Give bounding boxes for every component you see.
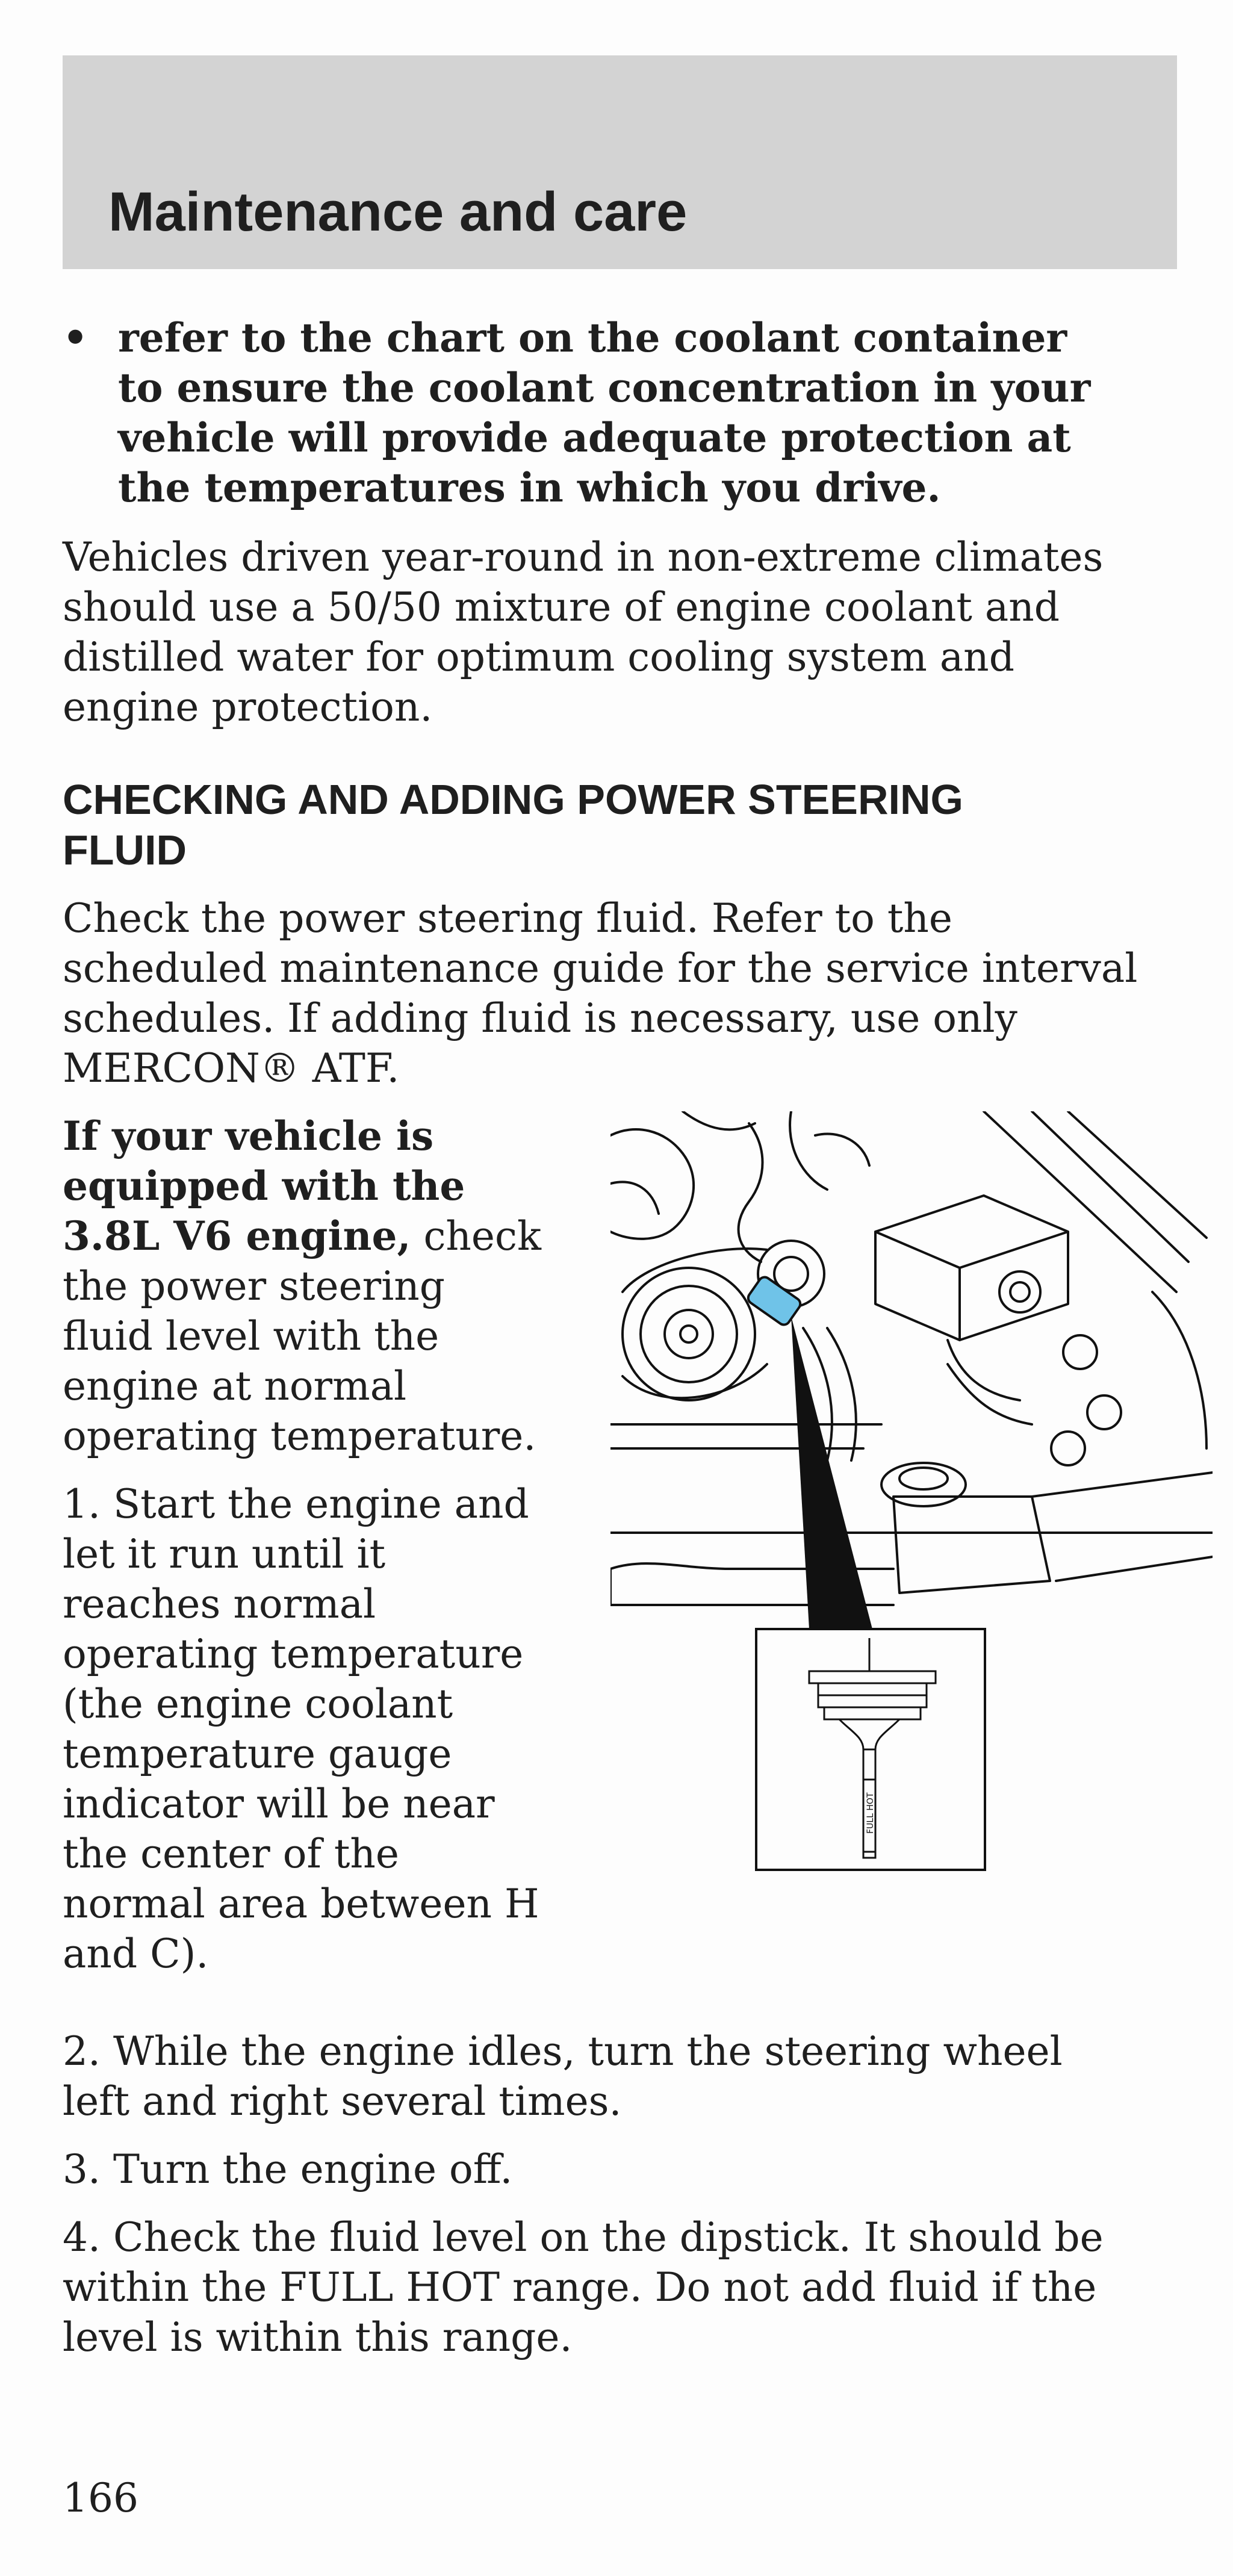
text-line: the power steering xyxy=(63,1263,446,1309)
text-line: reaches normal xyxy=(63,1581,376,1627)
text-line: distilled water for optimum cooling system and xyxy=(63,634,1014,680)
text-line: engine at normal xyxy=(63,1363,407,1409)
text-line: temperature gauge xyxy=(63,1731,452,1777)
text-line: 1. Start the engine and xyxy=(63,1481,529,1527)
text-line: and C). xyxy=(63,1931,209,1977)
text-line: (the engine coolant xyxy=(63,1681,453,1727)
callout-pointer xyxy=(791,1316,872,1629)
text-line: indicator will be near xyxy=(63,1781,495,1827)
page-content xyxy=(63,313,1177,2362)
text-line: 3. Turn the engine off. xyxy=(63,2146,513,2193)
two-column-section xyxy=(63,1111,1177,2026)
text-line: should use a 50/50 mixture of engine coolant and xyxy=(63,584,1060,630)
text-line: the center of the xyxy=(63,1831,399,1877)
text-line: Vehicles driven year-round in non-extreme climates xyxy=(63,534,1104,580)
text-line: operating temperature xyxy=(63,1631,524,1677)
text-line: MERCON® ATF. xyxy=(63,1045,400,1091)
text-line: scheduled maintenance guide for the service interval xyxy=(63,945,1138,992)
dipstick-label: FULL HOT xyxy=(866,1792,875,1834)
step-3 xyxy=(63,2144,1177,2194)
step-1 xyxy=(63,1479,592,1979)
text-line: within the FULL HOT range. Do not add fluid if the xyxy=(63,2264,1097,2311)
text-line: let it run until it xyxy=(63,1531,386,1577)
heading-line: FLUID xyxy=(63,827,187,874)
text-line: level is within this range. xyxy=(63,2314,573,2360)
page-number: 166 xyxy=(63,2475,138,2521)
section-heading xyxy=(63,774,1177,875)
heading-line: CHECKING AND ADDING POWER STEERING xyxy=(63,776,963,823)
text-line: 2. While the engine idles, turn the steering wheel xyxy=(63,2028,1063,2075)
left-column xyxy=(63,1111,592,1979)
dipstick-inset xyxy=(756,1629,985,1870)
engine-note xyxy=(63,1111,592,1461)
bullet-line: to ensure the coolant concentration in your xyxy=(118,364,1091,411)
engine-illustration xyxy=(610,1111,1213,1894)
text-line-bold: If your vehicle is xyxy=(63,1113,434,1159)
bullet-symbol: • xyxy=(63,314,89,361)
text-line: operating temperature. xyxy=(63,1413,536,1459)
text-fragment: check xyxy=(411,1213,541,1259)
text-line: left and right several times. xyxy=(63,2078,622,2124)
step-4 xyxy=(63,2212,1177,2362)
page-title: Maintenance and care xyxy=(108,181,688,243)
text-line-mixed xyxy=(63,1211,592,1261)
text-line: fluid level with the xyxy=(63,1313,439,1359)
engine-label: 3.8L V6 engine, xyxy=(63,1212,411,1259)
bullet-line: vehicle will provide adequate protection at xyxy=(118,414,1071,461)
paragraph-check-fluid xyxy=(63,893,1177,1093)
bullet-line: the temperatures in which you drive. xyxy=(118,464,941,511)
text-line-bold: equipped with the xyxy=(63,1162,465,1209)
step-2 xyxy=(63,2026,1177,2126)
bullet-item xyxy=(63,313,1177,513)
text-line: schedules. If adding fluid is necessary, use only xyxy=(63,995,1017,1041)
paragraph-coolant xyxy=(63,532,1177,732)
text-line: Check the power steering fluid. Refer to the xyxy=(63,895,952,942)
text-line: engine protection. xyxy=(63,684,433,730)
text-line: normal area between H xyxy=(63,1881,539,1927)
bullet-line: refer to the chart on the coolant container xyxy=(118,314,1067,361)
text-line: 4. Check the fluid level on the dipstick. It should be xyxy=(63,2214,1104,2261)
